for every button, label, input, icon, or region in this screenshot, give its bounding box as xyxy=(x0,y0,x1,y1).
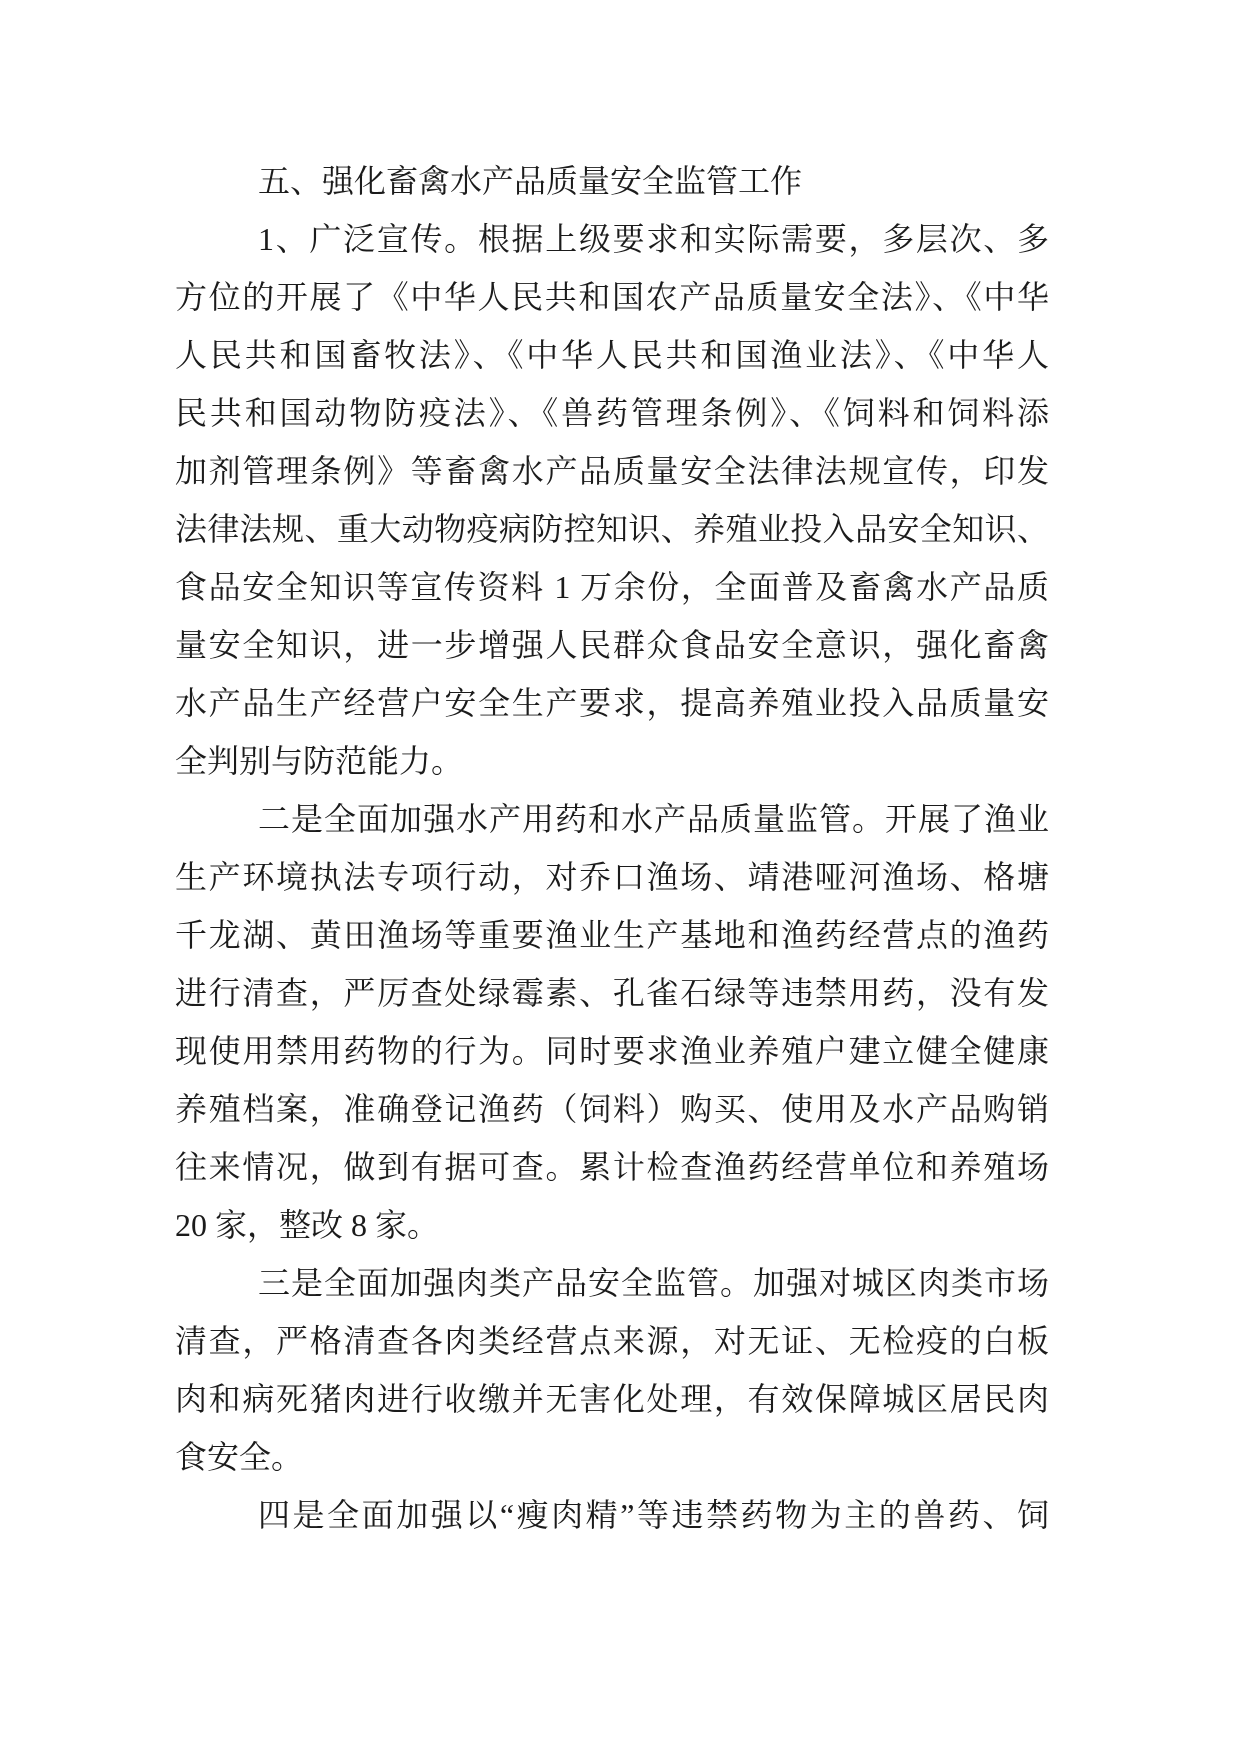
text-line: 20 家，整改 8 家。 xyxy=(175,1207,440,1243)
text-line: 1、广泛宣传。根据上级要求和实际需要，多层次、多 xyxy=(258,221,1049,257)
text-line: 千龙湖、黄田渔场等重要渔业生产基地和渔药经营点的渔药 xyxy=(175,917,1049,953)
text-line: 四是全面加强以“瘦肉精”等违禁药物为主的兽药、饲 xyxy=(258,1497,1049,1533)
paragraph-publicity xyxy=(175,210,1049,790)
text-line: 五、强化畜禽水产品质量安全监管工作 xyxy=(258,163,803,199)
text-line: 人民共和国畜牧法》、《中华人民共和国渔业法》、《中华人 xyxy=(175,337,1049,373)
text-line: 法律法规、重大动物疫病防控知识、养殖业投入品安全知识、 xyxy=(175,511,1049,547)
text-line: 养殖档案，准确登记渔药（饲料）购买、使用及水产品购销 xyxy=(175,1091,1049,1127)
text-line: 民共和国动物防疫法》、《兽药管理条例》、《饲料和饲料添 xyxy=(175,395,1049,431)
text-line: 水产品生产经营户安全生产要求，提高养殖业投入品质量安 xyxy=(175,685,1049,721)
text-line: 食安全。 xyxy=(175,1439,304,1475)
paragraph-clenbuterol-supervision xyxy=(175,1486,1049,1544)
text-line: 往来情况，做到有据可查。累计检查渔药经营单位和养殖场 xyxy=(175,1149,1049,1185)
document-body xyxy=(175,152,1049,1544)
text-line: 三是全面加强肉类产品安全监管。加强对城区肉类市场 xyxy=(258,1265,1049,1301)
text-line: 全判别与防范能力。 xyxy=(175,743,464,779)
text-line: 生产环境执法专项行动，对乔口渔场、靖港哑河渔场、格塘 xyxy=(175,859,1049,895)
text-line: 食品安全知识等宣传资料 1 万余份，全面普及畜禽水产品质 xyxy=(175,569,1049,605)
text-line: 进行清查，严厉查处绿霉素、孔雀石绿等违禁用药，没有发 xyxy=(175,975,1049,1011)
text-line: 二是全面加强水产用药和水产品质量监管。开展了渔业 xyxy=(258,801,1049,837)
section-heading xyxy=(175,152,1049,210)
text-line: 量安全知识，进一步增强人民群众食品安全意识，强化畜禽 xyxy=(175,627,1049,663)
paragraph-meat-supervision xyxy=(175,1254,1049,1486)
text-line: 现使用禁用药物的行为。同时要求渔业养殖户建立健全健康 xyxy=(175,1033,1049,1069)
text-line: 肉和病死猪肉进行收缴并无害化处理，有效保障城区居民肉 xyxy=(175,1381,1049,1417)
paragraph-aquatic-supervision xyxy=(175,790,1049,1254)
text-line: 清查，严格清查各肉类经营点来源，对无证、无检疫的白板 xyxy=(175,1323,1049,1359)
text-line: 方位的开展了《中华人民共和国农产品质量安全法》、《中华 xyxy=(175,279,1049,315)
text-line: 加剂管理条例》等畜禽水产品质量安全法律法规宣传，印发 xyxy=(175,453,1049,489)
